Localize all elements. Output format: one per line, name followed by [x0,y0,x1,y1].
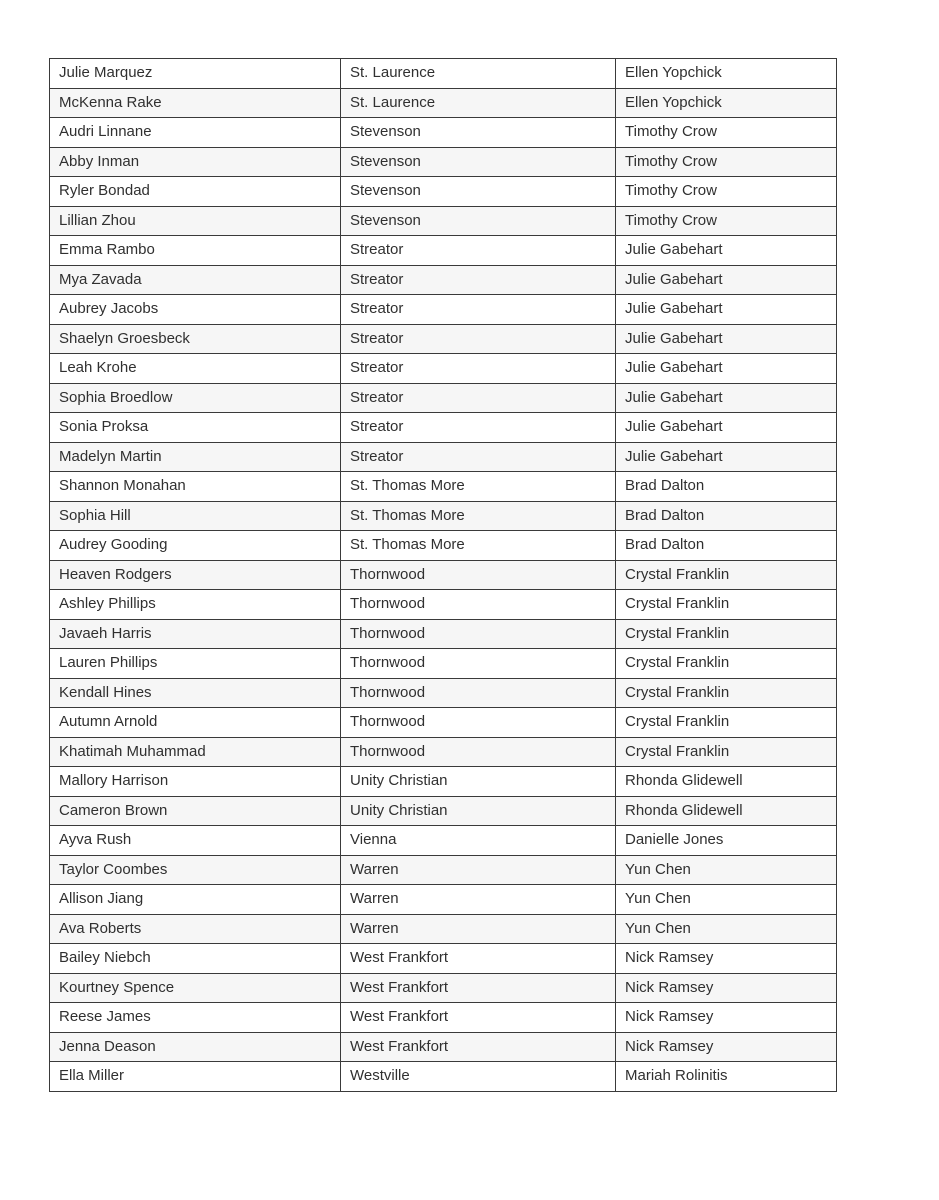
table-row [50,590,837,620]
table-row [50,88,837,118]
athlete-name-cell: Autumn Arnold [50,708,341,738]
school-cell: Stevenson [341,206,616,236]
table-row [50,1003,837,1033]
coach-cell: Timothy Crow [616,206,837,236]
coach-cell: Julie Gabehart [616,442,837,472]
school-cell: St. Thomas More [341,531,616,561]
coach-cell: Crystal Franklin [616,649,837,679]
coach-cell: Nick Ramsey [616,973,837,1003]
athlete-name-cell: Abby Inman [50,147,341,177]
coach-cell: Crystal Franklin [616,560,837,590]
athlete-name-cell: Bailey Niebch [50,944,341,974]
table-row [50,796,837,826]
coach-cell: Yun Chen [616,855,837,885]
school-cell: Warren [341,914,616,944]
table-row [50,560,837,590]
coach-cell: Brad Dalton [616,472,837,502]
athlete-name-cell: Ayva Rush [50,826,341,856]
school-cell: West Frankfort [341,1032,616,1062]
coach-cell: Rhonda Glidewell [616,767,837,797]
athlete-name-cell: Sophia Hill [50,501,341,531]
table-row [50,944,837,974]
school-cell: Unity Christian [341,796,616,826]
school-cell: Streator [341,295,616,325]
school-cell: St. Thomas More [341,472,616,502]
coach-cell: Crystal Franklin [616,678,837,708]
school-cell: West Frankfort [341,944,616,974]
table-row [50,885,837,915]
athlete-name-cell: Shaelyn Groesbeck [50,324,341,354]
school-cell: Unity Christian [341,767,616,797]
school-cell: Stevenson [341,177,616,207]
athlete-name-cell: Ashley Phillips [50,590,341,620]
school-cell: Streator [341,354,616,384]
table-row [50,265,837,295]
coach-cell: Julie Gabehart [616,324,837,354]
coach-cell: Brad Dalton [616,531,837,561]
athlete-name-cell: Kendall Hines [50,678,341,708]
table-row [50,442,837,472]
school-cell: Thornwood [341,737,616,767]
athlete-name-cell: Cameron Brown [50,796,341,826]
table-row [50,737,837,767]
table-row [50,324,837,354]
table-row [50,619,837,649]
athlete-name-cell: Sophia Broedlow [50,383,341,413]
athlete-name-cell: Heaven Rodgers [50,560,341,590]
coach-cell: Julie Gabehart [616,383,837,413]
athlete-name-cell: Emma Rambo [50,236,341,266]
school-cell: Stevenson [341,118,616,148]
coach-cell: Crystal Franklin [616,708,837,738]
athlete-name-cell: Madelyn Martin [50,442,341,472]
school-cell: Streator [341,413,616,443]
school-cell: Thornwood [341,649,616,679]
school-cell: Thornwood [341,590,616,620]
coach-cell: Mariah Rolinitis [616,1062,837,1092]
table-row [50,531,837,561]
table-row [50,236,837,266]
athlete-name-cell: Mya Zavada [50,265,341,295]
school-cell: Streator [341,383,616,413]
school-cell: Streator [341,442,616,472]
athlete-name-cell: Julie Marquez [50,59,341,89]
table-row [50,295,837,325]
school-cell: West Frankfort [341,1003,616,1033]
table-row [50,649,837,679]
athlete-name-cell: Jenna Deason [50,1032,341,1062]
school-cell: Thornwood [341,708,616,738]
roster-table [49,58,837,1092]
table-row [50,1032,837,1062]
athlete-name-cell: Javaeh Harris [50,619,341,649]
athlete-name-cell: Khatimah Muhammad [50,737,341,767]
school-cell: St. Laurence [341,59,616,89]
school-cell: Warren [341,855,616,885]
table-row [50,973,837,1003]
coach-cell: Rhonda Glidewell [616,796,837,826]
coach-cell: Ellen Yopchick [616,88,837,118]
athlete-name-cell: Ava Roberts [50,914,341,944]
coach-cell: Julie Gabehart [616,295,837,325]
table-row [50,767,837,797]
table-row [50,413,837,443]
athlete-name-cell: Leah Krohe [50,354,341,384]
coach-cell: Julie Gabehart [616,265,837,295]
coach-cell: Danielle Jones [616,826,837,856]
coach-cell: Yun Chen [616,914,837,944]
table-row [50,383,837,413]
coach-cell: Nick Ramsey [616,1032,837,1062]
table-row [50,147,837,177]
table-row [50,118,837,148]
athlete-name-cell: Taylor Coombes [50,855,341,885]
school-cell: Thornwood [341,560,616,590]
table-row [50,501,837,531]
school-cell: Streator [341,236,616,266]
coach-cell: Nick Ramsey [616,1003,837,1033]
coach-cell: Crystal Franklin [616,619,837,649]
athlete-name-cell: Sonia Proksa [50,413,341,443]
school-cell: Streator [341,324,616,354]
athlete-name-cell: Aubrey Jacobs [50,295,341,325]
table-row [50,678,837,708]
roster-table-body [50,59,837,1092]
coach-cell: Nick Ramsey [616,944,837,974]
athlete-name-cell: Shannon Monahan [50,472,341,502]
coach-cell: Timothy Crow [616,147,837,177]
athlete-name-cell: Lillian Zhou [50,206,341,236]
school-cell: St. Thomas More [341,501,616,531]
coach-cell: Brad Dalton [616,501,837,531]
school-cell: Thornwood [341,678,616,708]
coach-cell: Timothy Crow [616,177,837,207]
coach-cell: Crystal Franklin [616,737,837,767]
table-row [50,177,837,207]
coach-cell: Crystal Franklin [616,590,837,620]
athlete-name-cell: Ryler Bondad [50,177,341,207]
coach-cell: Julie Gabehart [616,236,837,266]
school-cell: Warren [341,885,616,915]
school-cell: Streator [341,265,616,295]
table-row [50,1062,837,1092]
table-row [50,472,837,502]
athlete-name-cell: Allison Jiang [50,885,341,915]
coach-cell: Timothy Crow [616,118,837,148]
athlete-name-cell: Audri Linnane [50,118,341,148]
table-row [50,59,837,89]
school-cell: Vienna [341,826,616,856]
table-row [50,354,837,384]
table-row [50,914,837,944]
table-row [50,826,837,856]
athlete-name-cell: McKenna Rake [50,88,341,118]
coach-cell: Julie Gabehart [616,354,837,384]
table-row [50,206,837,236]
school-cell: West Frankfort [341,973,616,1003]
coach-cell: Yun Chen [616,885,837,915]
athlete-name-cell: Ella Miller [50,1062,341,1092]
school-cell: Westville [341,1062,616,1092]
table-row [50,855,837,885]
coach-cell: Ellen Yopchick [616,59,837,89]
coach-cell: Julie Gabehart [616,413,837,443]
school-cell: Thornwood [341,619,616,649]
athlete-name-cell: Mallory Harrison [50,767,341,797]
school-cell: Stevenson [341,147,616,177]
athlete-name-cell: Audrey Gooding [50,531,341,561]
school-cell: St. Laurence [341,88,616,118]
athlete-name-cell: Reese James [50,1003,341,1033]
athlete-name-cell: Kourtney Spence [50,973,341,1003]
athlete-name-cell: Lauren Phillips [50,649,341,679]
table-row [50,708,837,738]
